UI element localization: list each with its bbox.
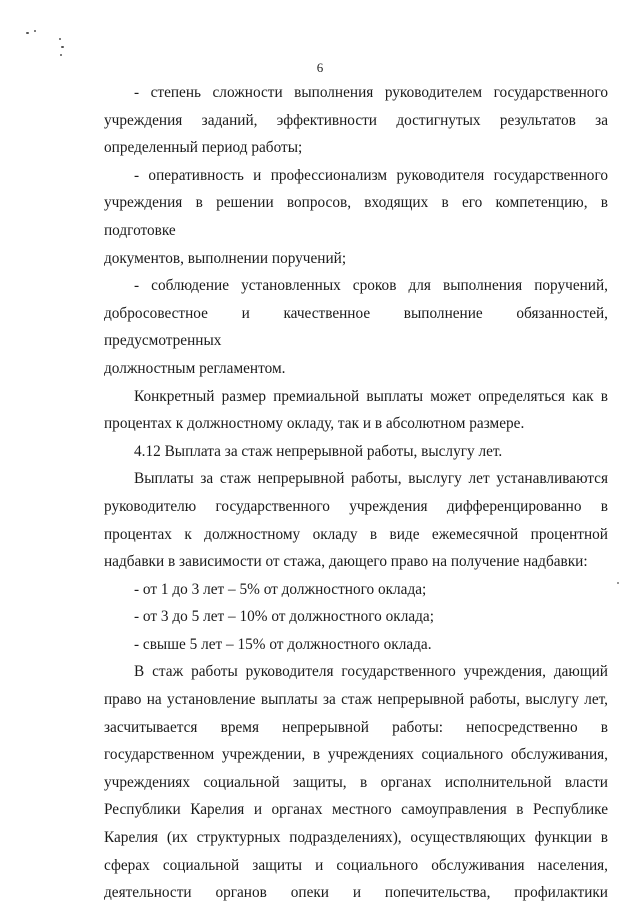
text-line: учреждения заданий, эффективности достигнутых результатов за: [104, 111, 608, 129]
text-line: право на установление выплаты за стаж непрерывной работы, выслугу лет,: [104, 691, 608, 709]
text-line: государственном учреждении, в учреждениях социального обслуживания,: [104, 746, 608, 764]
text-line: Республики Карелия и органах местного самоуправления в Республике: [104, 801, 608, 819]
paragraph-criteria-efficiency: [104, 162, 608, 272]
paragraph-seniority-payments: [104, 465, 608, 575]
document-body: [104, 79, 608, 907]
text-line: процентах к должностному окладу в виде ежемесячной процентной: [104, 525, 608, 543]
paragraph-criteria-complexity: [104, 79, 608, 162]
text-line: Карелия (их структурных подразделениях), осуществляющих функции в: [104, 829, 608, 847]
text-line: должностным регламентом.: [104, 359, 286, 377]
text-line: засчитывается время непрерывной работы: непосредственно в: [104, 718, 608, 736]
text-line: - от 3 до 5 лет – 10% от должностного оклада;: [134, 608, 434, 626]
text-line: учреждения в решении вопросов, входящих в его компетенцию, в подготовке: [104, 194, 608, 239]
text-line: Выплаты за стаж непрерывной работы, выслугу лет устанавливаются: [134, 470, 608, 488]
paragraph-seniority-accrual: [104, 658, 608, 906]
text-line: добросовестное и качественное выполнение обязанностей, предусмотренных: [104, 304, 608, 350]
text-line: определенный период работы;: [104, 139, 303, 157]
text-line: - от 1 до 3 лет – 5% от должностного оклада;: [134, 580, 427, 598]
page-number: 6: [316, 60, 324, 75]
list-item-1-3-years: [104, 576, 608, 604]
text-line: документов, выполнении поручений;: [104, 249, 347, 267]
paragraph-bonus-amount: [104, 383, 608, 438]
text-line: Конкретный размер премиальной выплаты может определяться как в: [134, 387, 608, 405]
margin-mark: [617, 582, 619, 584]
text-line: 4.12 Выплата за стаж непрерывной работы, выслугу лет.: [134, 442, 503, 460]
text-line: учреждениях социальной защиты, в органах исполнительной власти: [104, 773, 608, 791]
text-line: руководителю государственного учреждения дифференцированно в: [104, 497, 608, 515]
list-item-over-5-years: [104, 631, 608, 659]
text-line: деятельности органов опеки и попечительства, профилактики: [104, 884, 608, 902]
text-line: - степень сложности выполнения руководителем государственного: [134, 84, 608, 101]
text-line: В стаж работы руководителя государственного учреждения, дающий: [134, 663, 608, 681]
list-item-3-5-years: [104, 603, 608, 631]
text-line: - оперативность и профессионализм руководителя государственного: [134, 166, 608, 184]
paragraph-criteria-deadlines: [104, 272, 608, 382]
text-line: процентах к должностному окладу, так и в абсолютном размере.: [104, 415, 525, 433]
text-line: - свыше 5 лет – 15% от должностного оклада.: [134, 635, 432, 653]
text-line: - соблюдение установленных сроков для выполнения поручений,: [134, 277, 608, 295]
text-line: сферах социальной защиты и социального обслуживания населения,: [104, 856, 608, 874]
text-line: надбавки в зависимости от стажа, дающего право на получение надбавки:: [104, 553, 588, 571]
section-heading-4-12: [104, 438, 608, 466]
